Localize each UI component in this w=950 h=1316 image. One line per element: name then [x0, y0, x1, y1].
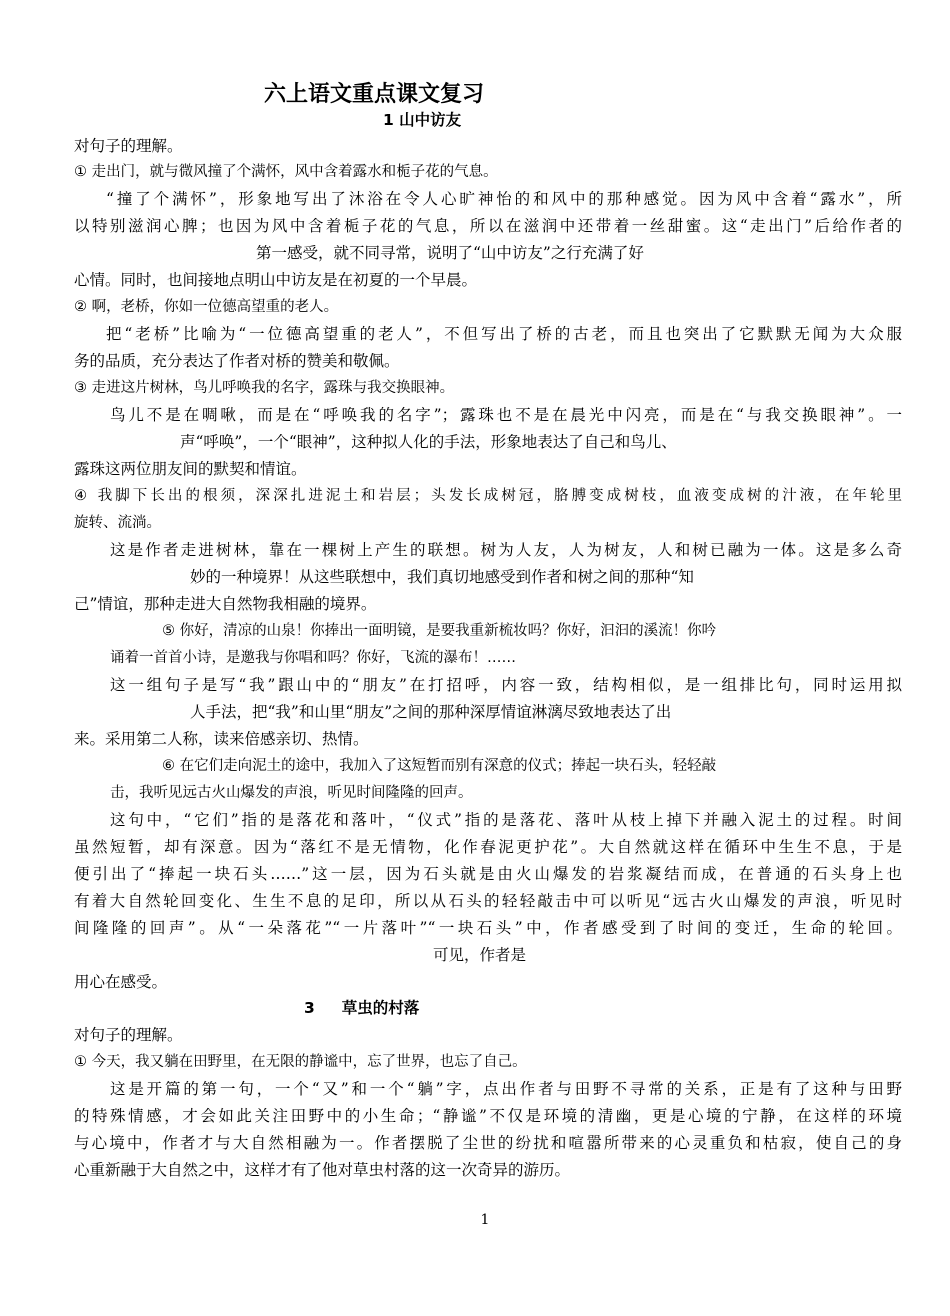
- lesson1-analysis3-line3: 露珠这两位朋友间的默契和情谊。: [74, 460, 307, 478]
- lesson1-analysis6-line5: 间隆隆的回声”。从“一朵落花”“一片落叶”“一块石头”中，作者感受到了时间的变迁，生命的轮回。: [74, 919, 902, 937]
- lesson3-sentence1: ① 今天，我又躺在田野里，在无限的静谧中，忘了世界，也忘了自己。: [74, 1054, 527, 1070]
- lesson1-sentence5-line2: 诵着一首首小诗，是邀我与你唱和吗？你好，飞流的瀑布！……: [110, 650, 516, 666]
- lesson1-analysis5-line2: 人手法，把“我”和山里“朋友”之间的那种深厚情谊淋漓尽致地表达了出: [190, 703, 672, 721]
- lesson1-analysis6-line6: 可见，作者是: [433, 946, 527, 964]
- lesson1-sentence4-line1: ④ 我脚下长出的根须，深深扎进泥土和岩层；头发长成树冠，胳膊变成树枝，血液变成树的汁液，在年轮里: [74, 488, 902, 504]
- lesson3-analysis1-line4: 心重新融于大自然之中，这样才有了他对草虫村落的这一次奇异的游历。: [74, 1161, 571, 1179]
- lesson1-analysis1-line1: “撞了个满怀”，形象地写出了沐浴在令人心旷神怡的和风中的那种感觉。因为风中含着“露水”，所: [106, 190, 902, 208]
- lesson1-intro: 对句子的理解。: [74, 137, 183, 155]
- page-number: 1: [480, 1212, 490, 1228]
- lesson1-sentence4-line2: 旋转、流淌。: [74, 515, 161, 531]
- lesson1-analysis4-line3: 己”情谊，那种走进大自然物我相融的境界。: [74, 595, 377, 613]
- lesson3-analysis1-line1: 这是开篇的第一句，一个“又”和一个“躺”字，点出作者与田野不寻常的关系，正是有了这种与田野: [110, 1080, 902, 1098]
- lesson1-analysis2-line2: 务的品质，充分表达了作者对桥的赞美和敬佩。: [74, 352, 400, 370]
- lesson1-sentence5-line1: ⑤ 你好，清凉的山泉！你捧出一面明镜，是要我重新梳妆吗？你好，汩汩的溪流！你吟: [162, 623, 717, 639]
- lesson1-sentence3: ③ 走进这片树林，鸟儿呼唤我的名字，露珠与我交换眼神。: [74, 380, 455, 396]
- lesson1-analysis2-line1: 把“老桥”比喻为“一位德高望重的老人”，不但写出了桥的古老，而且也突出了它默默无闻为大众服: [106, 325, 902, 343]
- lesson1-analysis6-line4: 有着大自然轮回变化、生生不息的足印，所以从石头的轻轻敲击中可以听见“远古火山爆发的声浪，听见时: [74, 892, 902, 910]
- lesson1-analysis4-line2: 妙的一种境界！从这些联想中，我们真切地感受到作者和树之间的那种“知: [190, 568, 694, 586]
- lesson1-analysis6-line3: 便引出了“捧起一块石头……”这一层，因为石头就是由火山爆发的岩浆凝结而成，在普通的石头身上也: [74, 865, 902, 883]
- lesson1-sentence6-line2: 击，我听见远古火山爆发的声浪，听见时间隆隆的回声。: [110, 785, 473, 801]
- lesson1-analysis3-line2: 声“呼唤”，一个“眼神”，这种拟人化的手法，形象地表达了自己和鸟儿、: [180, 433, 677, 451]
- lesson3-intro: 对句子的理解。: [74, 1026, 183, 1044]
- lesson1-sentence1: ① 走出门，就与微风撞了个满怀，风中含着露水和栀子花的气息。: [74, 164, 498, 180]
- lesson1-analysis6-line2: 虽然短暂，却有深意。因为“落红不是无情物，化作春泥更护花”。大自然就这样在循环中生生不息，于是: [74, 838, 902, 856]
- lesson1-analysis6-line1: 这句中，“它们”指的是落花和落叶，“仪式”指的是落花、落叶从枝上掉下并融入泥土的过程。时间: [110, 811, 902, 829]
- lesson1-sentence6-line1: ⑥ 在它们走向泥土的途中，我加入了这短暂而别有深意的仪式；捧起一块石头，轻轻敲: [162, 758, 717, 774]
- lesson1-analysis1-line2: 以特别滋润心脾；也因为风中含着栀子花的气息，所以在滋润中还带着一丝甜蜜。这“走出门”后给作者的: [74, 217, 902, 235]
- document-title: 六上语文重点课文复习: [264, 82, 485, 107]
- lesson1-heading: 1 山中访友: [383, 111, 462, 129]
- lesson1-analysis3-line1: 鸟儿不是在啁啾，而是在“呼唤我的名字”；露珠也不是在晨光中闪亮，而是在“与我交换眼神”。一: [110, 406, 902, 424]
- lesson1-sentence2: ② 啊，老桥，你如一位德高望重的老人。: [74, 299, 339, 315]
- lesson1-analysis4-line1: 这是作者走进树林，靠在一棵树上产生的联想。树为人友，人为树友，人和树已融为一体。这是多么奇: [110, 541, 902, 559]
- lesson3-analysis1-line2: 的特殊情感，才会如此关注田野中的小生命；“静谧”不仅是环境的清幽，更是心境的宁静，在这样的环境: [74, 1107, 902, 1125]
- lesson1-analysis6-line7: 用心在感受。: [74, 973, 168, 991]
- lesson1-analysis5-line3: 来。采用第二人称，读来倍感亲切、热情。: [74, 730, 369, 748]
- lesson1-analysis5-line1: 这一组句子是写“我”跟山中的“朋友”在打招呼，内容一致，结构相似，是一组排比句，同时运用拟: [110, 676, 902, 694]
- lesson1-analysis1-line4: 心情。同时，也间接地点明山中访友是在初夏的一个早晨。: [74, 271, 478, 289]
- lesson3-analysis1-line3: 与心境中，作者才与大自然相融为一。作者摆脱了尘世的纷扰和喧嚣所带来的心灵重负和枯寂，使自己的身: [74, 1134, 902, 1152]
- lesson1-analysis1-line3: 第一感受，就不同寻常，说明了“山中访友”之行充满了好: [256, 244, 644, 262]
- lesson3-heading: 3 草虫的村落: [304, 999, 420, 1017]
